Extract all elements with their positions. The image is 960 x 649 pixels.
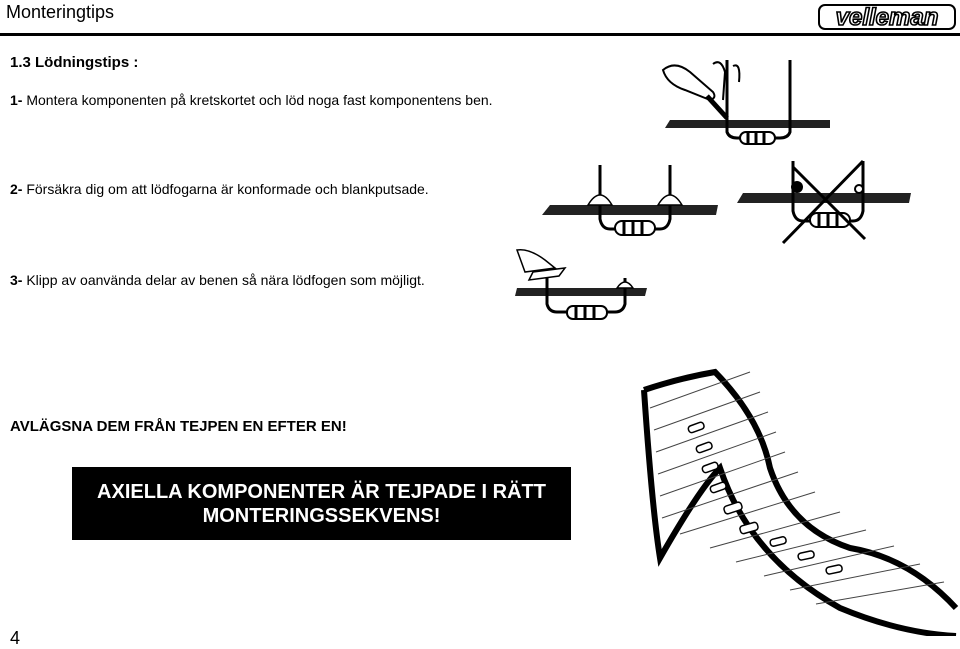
tip-3 <box>10 272 425 288</box>
section-title: 1.3 Lödningstips : <box>10 54 139 71</box>
cutting-illustration <box>515 246 650 321</box>
tape-notice-line-1: AXIELLA KOMPONENTER ÄR TEJPADE I RÄTT <box>97 480 546 503</box>
tip-1-number: 1- <box>10 92 23 108</box>
tip-2-text: Försäkra dig om att lödfogarna är konformade och blankputsade. <box>22 181 429 197</box>
tip-1 <box>10 92 493 108</box>
tip-1-text: Montera komponenten på kretskortet och löd noga fast komponentens ben. <box>22 92 493 108</box>
page-header-title: Monteringtips <box>6 2 115 22</box>
tape-notice-box <box>72 467 571 540</box>
tip-3-text: Klipp av oanvända delar av benen så nära lödfogen som möjligt. <box>22 272 425 288</box>
soldering-illustration <box>655 52 835 148</box>
svg-text:velleman: velleman <box>835 4 939 31</box>
tip-3-number: 3- <box>10 272 23 288</box>
bad-joint-illustration <box>735 157 915 247</box>
page-number: 4 <box>10 628 21 648</box>
tape-notice-line-2: MONTERINGSSEKVENS! <box>202 504 441 527</box>
velleman-logo <box>818 2 956 32</box>
header-divider <box>0 33 960 36</box>
removal-warning: AVLÄGSNA DEM FRÅN TEJPEN EN EFTER EN! <box>10 418 347 435</box>
tip-2-number: 2- <box>10 181 23 197</box>
tip-2 <box>10 181 429 197</box>
good-joint-illustration <box>520 157 720 239</box>
taped-components-illustration <box>640 358 960 636</box>
